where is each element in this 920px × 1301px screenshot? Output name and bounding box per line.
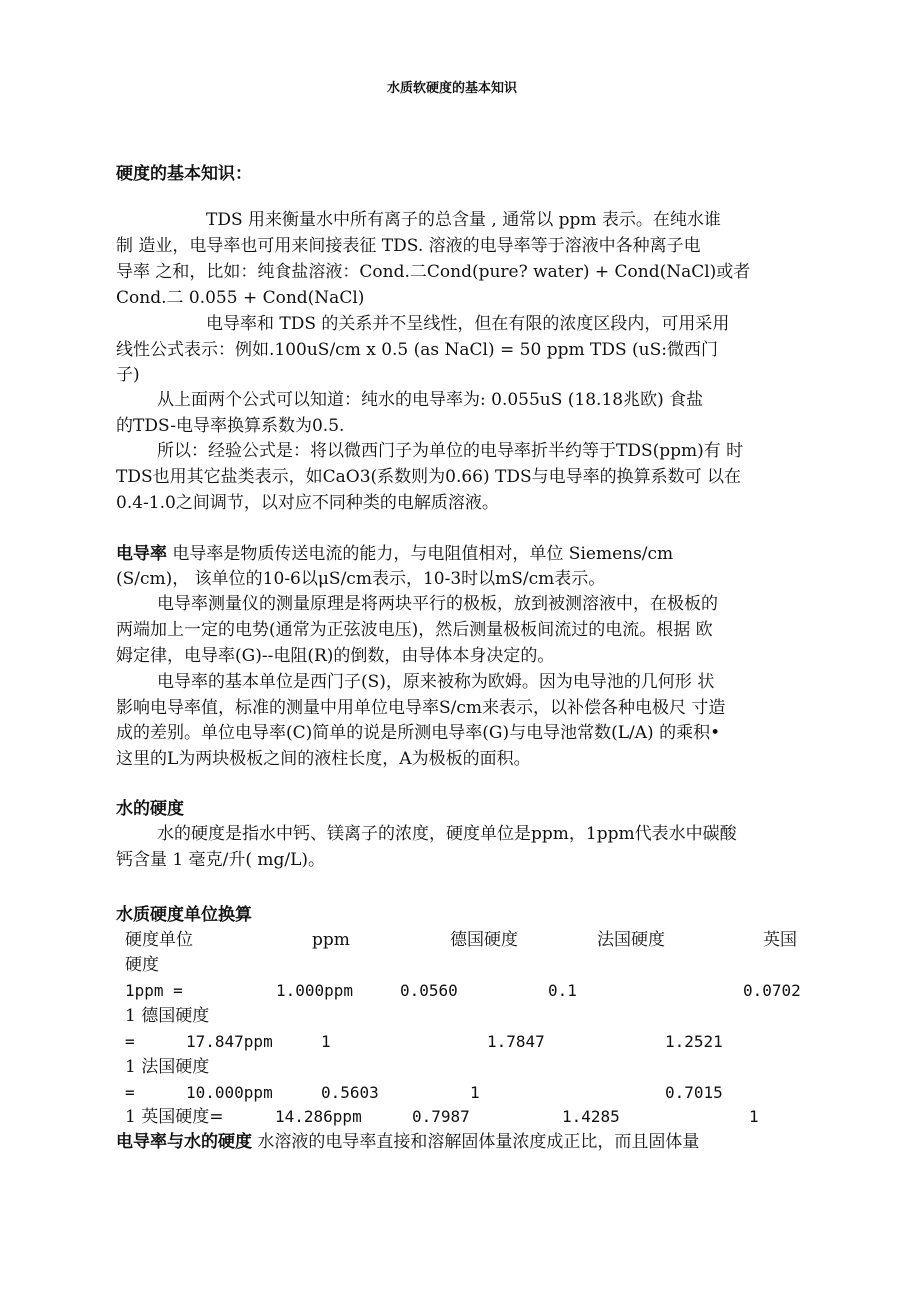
section-heading-hardness-basics: 硬度的基本知识：	[116, 164, 252, 184]
paragraph-line: 钙含量 1 毫克/升( mg/L)。	[116, 850, 326, 870]
paragraph-line: 电导率测量仪的测量原理是将两块平行的极板，放到被测溶液中，在极板的	[157, 594, 718, 614]
table-cell: 1.000ppm	[276, 981, 354, 1000]
table-cell: 1.2521	[665, 1032, 723, 1051]
table-cell: 0.7015	[665, 1083, 723, 1102]
section-heading-unit-conversion: 水质硬度单位换算	[116, 905, 252, 925]
paragraph-line: Cond.二 0.055 + Cond(NaCl)	[116, 288, 365, 308]
paragraph-line-first	[116, 544, 673, 564]
paragraph-line: 线性公式表示：例如.100uS/cm x 0.5 (as NaCl) = 50 ppm TDS (uS:微西门	[116, 340, 718, 360]
paragraph-line: 的TDS-电导率换算系数为0.5.	[116, 416, 345, 436]
table-cell: 14.286ppm	[275, 1107, 362, 1126]
table-cell: 0.5603	[321, 1083, 379, 1102]
paragraph-text: 水溶液的电导率直接和溶解固体量浓度成正比，而且固体量	[252, 1132, 700, 1152]
paragraph-line: 电导率的基本单位是西门子(S)，原来被称为欧姆。因为电导池的几何形 状	[157, 672, 715, 692]
table-cell: 0.0560	[400, 981, 458, 1000]
paragraph-line: 电导率和 TDS 的关系并不呈线性，但在有限的浓度区段内，可用采用	[206, 314, 730, 334]
paragraph-line: 这里的L为两块极板之间的液柱长度，A为极板的面积。	[116, 749, 531, 769]
table-row-label: 1 德国硬度	[125, 1006, 210, 1026]
document-title: 水质软硬度的基本知识	[387, 81, 518, 96]
paragraph-line-first	[116, 1132, 699, 1152]
table-cell: 0.0702	[743, 981, 801, 1000]
table-cell: =	[125, 1032, 135, 1051]
paragraph-line: 所以：经验公式是：将以微西门子为单位的电导率折半约等于TDS(ppm)有 时	[157, 441, 744, 461]
table-cell: 0.7987	[412, 1107, 470, 1126]
table-header-cell: 法国硬度	[597, 930, 665, 950]
paragraph-line: TDS也用其它盐类表示，如CaO3(系数则为0.66) TDS与电导率的换算系数可 以在	[116, 467, 742, 487]
paragraph-line: TDS 用来衡量水中所有离子的总含量 , 通常以 ppm 表示。在纯水谁	[206, 210, 721, 230]
paragraph-line: 两端加上一定的电势(通常为正弦波电压)，然后测量极板间流过的电流。根据 欧	[116, 620, 713, 640]
section-heading-water-hardness: 水的硬度	[116, 799, 184, 819]
table-cell: 1.4285	[562, 1107, 620, 1126]
paragraph-line: 水的硬度是指水中钙、镁离子的浓度，硬度单位是ppm，1ppm代表水中碳酸	[157, 824, 737, 844]
table-cell: 1	[470, 1083, 480, 1102]
paragraph-line: 姆定律，电导率(G)--电阻(R)的倒数，由导体本身决定的。	[116, 646, 555, 666]
table-row-label: 1ppm =	[125, 981, 183, 1000]
table-cell: 1.7847	[487, 1032, 545, 1051]
table-cell: 17.847ppm	[186, 1032, 273, 1051]
table-header-cell: 硬度	[125, 955, 159, 975]
paragraph-line: 子)	[116, 365, 140, 385]
paragraph-line: (S/cm)， 该单位的10-6以μS/cm表示，10-3时以mS/cm表示。	[116, 569, 606, 589]
table-row-label: 1 法国硬度	[125, 1057, 210, 1077]
table-cell: 1	[749, 1107, 759, 1126]
table-row-label: 1 英国硬度=	[125, 1107, 224, 1127]
paragraph-line: 0.4-1.0之间调节，以对应不同种类的电解质溶液。	[116, 493, 499, 513]
table-header-cell: 硬度单位	[125, 930, 193, 950]
table-cell: =	[125, 1083, 135, 1102]
table-header-cell: ppm	[312, 930, 350, 950]
paragraph-line: 从上面两个公式可以知道：纯水的电导率为: 0.055uS (18.18兆欧) 食盐	[157, 390, 704, 410]
table-cell: 1	[321, 1032, 331, 1051]
section-heading-conductivity: 电导率	[116, 544, 167, 564]
paragraph-line: 影响电导率值，标准的测量中用单位电导率S/cm来表示，以补偿各种电极尺 寸造	[116, 698, 726, 718]
paragraph-line: 成的差别。单位电导率(C)简单的说是所测电导率(G)与电导池常数(L/A) 的乘积•	[116, 723, 721, 743]
table-cell: 0.1	[548, 981, 577, 1000]
table-header-cell: 德国硬度	[450, 930, 518, 950]
paragraph-line: 导率 之和，比如：纯食盐溶液：Cond.二Cond(pure? water) + Cond(NaCl)或者	[116, 262, 751, 282]
paragraph-line: 制 造业，电导率也可用来间接表征 TDS. 溶液的电导率等于溶液中各种离子电	[116, 236, 701, 256]
section-heading-conductivity-and-hardness: 电导率与水的硬度	[116, 1132, 252, 1152]
table-header-cell: 英国	[763, 930, 797, 950]
paragraph-text: 电导率是物质传送电流的能力，与电阻值相对，单位 Siemens/cm	[167, 544, 674, 564]
table-cell: 10.000ppm	[186, 1083, 273, 1102]
